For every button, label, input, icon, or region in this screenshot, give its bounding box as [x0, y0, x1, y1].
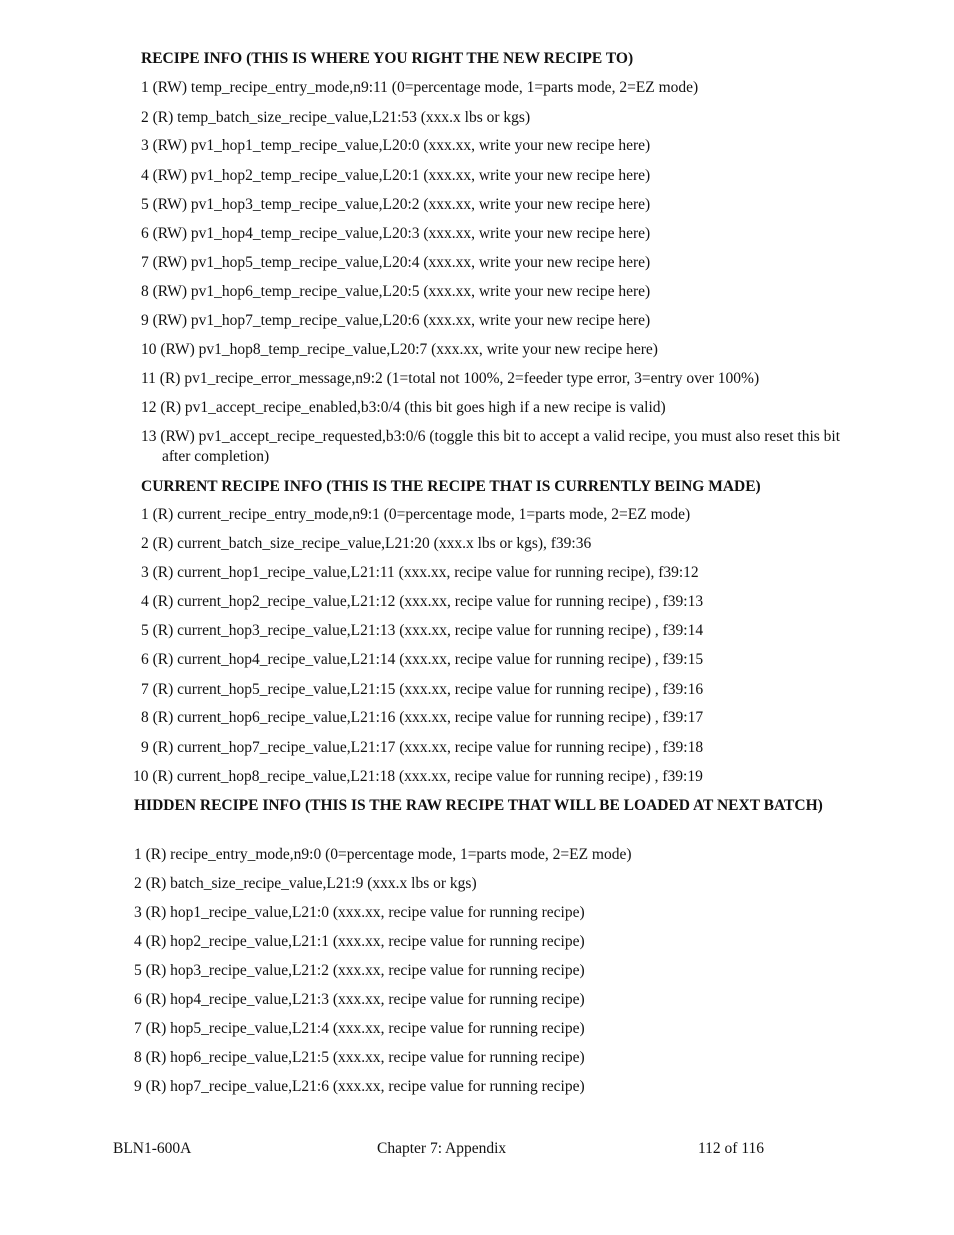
section-heading-current-recipe-info: CURRENT RECIPE INFO (THIS IS THE RECIPE THAT IS CURRENTLY BEING MADE)	[141, 478, 761, 495]
list-item: 7 (R) hop5_recipe_value,L21:4 (xxx.xx, recipe value for running recipe)	[134, 1020, 585, 1037]
section-heading-recipe-info: RECIPE INFO (THIS IS WHERE YOU RIGHT THE NEW RECIPE TO)	[141, 50, 634, 67]
list-item: 8 (R) hop6_recipe_value,L21:5 (xxx.xx, recipe value for running recipe)	[134, 1049, 585, 1066]
list-item: 4 (RW) pv1_hop2_temp_recipe_value,L20:1 (xxx.xx, write your new recipe here)	[141, 167, 651, 184]
list-item: 1 (R) recipe_entry_mode,n9:0 (0=percentage mode, 1=parts mode, 2=EZ mode)	[134, 846, 632, 863]
section-heading-hidden-recipe-info: HIDDEN RECIPE INFO (THIS IS THE RAW RECIPE THAT WILL BE LOADED AT NEXT BATCH)	[134, 797, 823, 814]
list-item: 10 (RW) pv1_hop8_temp_recipe_value,L20:7 (xxx.xx, write your new recipe here)	[141, 341, 658, 358]
list-item: 3 (R) current_hop1_recipe_value,L21:11 (xxx.xx, recipe value for running recipe), f39:12	[141, 564, 699, 581]
footer-chapter: Chapter 7: Appendix	[377, 1140, 507, 1157]
list-item: 7 (R) current_hop5_recipe_value,L21:15 (xxx.xx, recipe value for running recipe) , f39:16	[141, 681, 704, 698]
list-item: 8 (RW) pv1_hop6_temp_recipe_value,L20:5 (xxx.xx, write your new recipe here)	[141, 283, 651, 300]
list-item: 13 (RW) pv1_accept_recipe_requested,b3:0/6 (toggle this bit to accept a valid recipe, you must also reset this bit after completion)	[141, 428, 841, 465]
list-item: 6 (R) hop4_recipe_value,L21:3 (xxx.xx, recipe value for running recipe)	[134, 991, 585, 1008]
list-item: 10 (R) current_hop8_recipe_value,L21:18 (xxx.xx, recipe value for running recipe) , f39:19	[133, 768, 703, 785]
footer-page-number: 112 of 116	[698, 1140, 765, 1157]
list-item: 1 (RW) temp_recipe_entry_mode,n9:11 (0=percentage mode, 1=parts mode, 2=EZ mode)	[141, 79, 699, 96]
list-item: 5 (R) hop3_recipe_value,L21:2 (xxx.xx, recipe value for running recipe)	[134, 962, 585, 979]
list-item: 4 (R) current_hop2_recipe_value,L21:12 (xxx.xx, recipe value for running recipe) , f39:13	[141, 593, 704, 610]
footer-doc-id: BLN1-600A	[113, 1140, 192, 1157]
list-item: 3 (RW) pv1_hop1_temp_recipe_value,L20:0 (xxx.xx, write your new recipe here)	[141, 137, 651, 154]
list-item: 4 (R) hop2_recipe_value,L21:1 (xxx.xx, recipe value for running recipe)	[134, 933, 585, 950]
list-item: 3 (R) hop1_recipe_value,L21:0 (xxx.xx, recipe value for running recipe)	[134, 904, 585, 921]
list-item: 8 (R) current_hop6_recipe_value,L21:16 (xxx.xx, recipe value for running recipe) , f39:17	[141, 709, 704, 726]
list-item: 2 (R) batch_size_recipe_value,L21:9 (xxx.x lbs or kgs)	[134, 875, 477, 892]
list-item: 11 (R) pv1_recipe_error_message,n9:2 (1=total not 100%, 2=feeder type error, 3=entry over 100%)	[141, 370, 760, 387]
list-item: 6 (RW) pv1_hop4_temp_recipe_value,L20:3 (xxx.xx, write your new recipe here)	[141, 225, 651, 242]
list-item: 5 (RW) pv1_hop3_temp_recipe_value,L20:2 (xxx.xx, write your new recipe here)	[141, 196, 651, 213]
list-item: 9 (RW) pv1_hop7_temp_recipe_value,L20:6 (xxx.xx, write your new recipe here)	[141, 312, 651, 329]
list-item: 6 (R) current_hop4_recipe_value,L21:14 (xxx.xx, recipe value for running recipe) , f39:15	[141, 651, 704, 668]
list-item: 1 (R) current_recipe_entry_mode,n9:1 (0=percentage mode, 1=parts mode, 2=EZ mode)	[141, 506, 691, 523]
list-item: 9 (R) hop7_recipe_value,L21:6 (xxx.xx, recipe value for running recipe)	[134, 1078, 585, 1095]
list-item: 2 (R) temp_batch_size_recipe_value,L21:53 (xxx.x lbs or kgs)	[141, 109, 531, 126]
list-item: 2 (R) current_batch_size_recipe_value,L21:20 (xxx.x lbs or kgs), f39:36	[141, 535, 592, 552]
list-item: 12 (R) pv1_accept_recipe_enabled,b3:0/4 (this bit goes high if a new recipe is valid)	[141, 399, 666, 416]
list-item: 5 (R) current_hop3_recipe_value,L21:13 (xxx.xx, recipe value for running recipe) , f39:14	[141, 622, 704, 639]
list-item: 9 (R) current_hop7_recipe_value,L21:17 (xxx.xx, recipe value for running recipe) , f39:18	[141, 739, 704, 756]
list-item: 7 (RW) pv1_hop5_temp_recipe_value,L20:4 (xxx.xx, write your new recipe here)	[141, 254, 651, 271]
